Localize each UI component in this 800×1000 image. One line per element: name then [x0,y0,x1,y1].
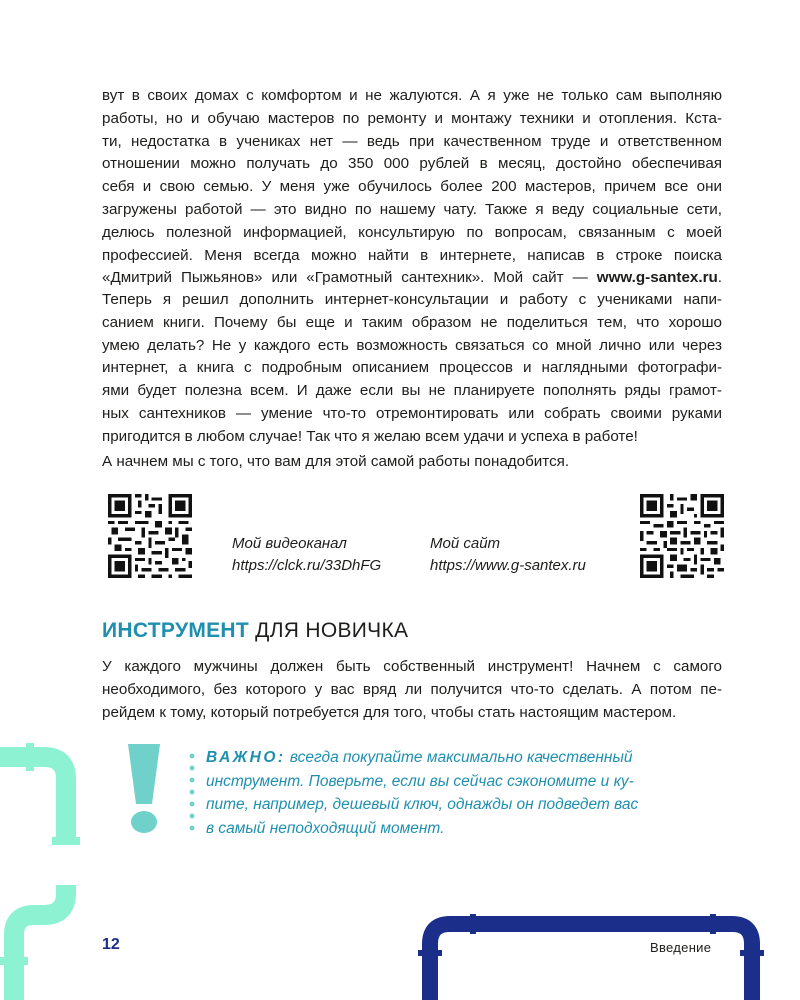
note-text: пите, например, дешевый ключ, однажды он подведет вас [206,796,639,813]
video-label: Мой видеоканал [232,535,347,552]
heading-rest: ДЛЯ НОВИЧКА [255,619,409,642]
intro-paragraph [102,85,722,290]
text-line: санием книги. Почему бы еще и таким образом не поделиться тем, что хорошо [102,313,722,331]
tools-paragraph [102,656,722,724]
text-line: пригодится в любом случае! Так что я желаю всем удачи и успеха в работе! [102,427,638,445]
navy-pipe-decoration [410,910,800,1000]
note-text: инструмент. Поверьте, если вы сейчас сэкономите и ку- [206,772,634,790]
text-line: себя и свою семью. У меня уже обучилось более 200 мастеров, причем все они [102,178,722,196]
site-link[interactable]: www.g-santex.ru [596,269,718,287]
text-line: Теперь я решил дополнить интернет-консультации и работу с учениками напи- [102,291,722,308]
qr-code-icon [640,494,724,578]
text-line: работы, но и обучаю мастеров по ремонту и монтажу техники и отопления. Кста- [102,109,722,127]
text-line: ных сантехников — умение что-то отремонтировать или собрать своими руками [102,404,722,422]
video-caption [232,533,381,577]
note-label: ВАЖНО: [206,749,286,766]
qr-code-icon [108,494,192,578]
book-paragraph [102,289,722,449]
text-line: «Дмитрий Пыжьянов» или «Грамотный сантехник». Мой сайт — [102,269,588,287]
text-line: умею делать? Не у каждого есть возможность связаться со мной лично или через [102,336,722,354]
important-note [206,746,726,840]
line-end: . [717,269,722,287]
video-url[interactable]: https://clck.ru/33DhFG [232,557,382,574]
dotted-divider [188,752,196,832]
text-line: вут в своих домах с комфортом и не жалуются. А я уже не только сам выполняю [102,87,722,104]
page-number: 12 [102,936,120,953]
text-line: загружены работой — это видно по нашему чату. Также я веду социальные сети, [102,200,722,218]
text-line: ями будет полезна всем. И даже если вы не планируете пополнять ряды грамот- [102,382,722,400]
site-label: Мой сайт [430,535,501,552]
text-line: необходимого, без которого у вас вряд ли получится что-то сделать. А потом пе- [102,680,722,698]
text-line: отношении можно получать до 350 000 рублей в месяц, достойно обеспечивая [102,155,722,173]
text-line: ти, недостатка в учениках нет — ведь при качественном труде и ответственном [102,132,722,150]
section-name: Введение [650,940,712,955]
note-text: всегда покупайте максимально качественный [289,749,633,766]
heading-accent: ИНСТРУМЕНТ [102,619,250,642]
text-line: профессией. Меня всегда можно найти в интернете, написав в строке поиска [102,246,722,264]
site-url[interactable]: https://www.g-santex.ru [430,557,586,574]
site-caption [430,533,586,577]
site-qr-code[interactable] [640,494,724,578]
text-line-with-site [102,267,722,290]
text-line: У каждого мужчины должен быть собственный инструмент! Начнем с самого [102,658,722,675]
note-text: в самый неподходящий момент. [206,819,445,837]
text-line: рейдем к тому, который потребуется для того, чтобы стать настоящим мастером. [102,703,677,721]
start-paragraph [102,451,722,474]
exclamation-icon [124,742,164,834]
mint-pipe-decoration [0,735,90,1000]
section-heading [102,619,408,643]
text-line: А начнем мы с того, что вам для этой самой работы понадобится. [102,453,570,470]
text-line: делюсь полезной информацией, консультирую по вопросам, связанным с моей [102,223,722,241]
video-qr-code[interactable] [108,494,192,578]
text-line: интернет, а книга с подробным описанием процессов и наглядными фотографи- [102,359,722,377]
